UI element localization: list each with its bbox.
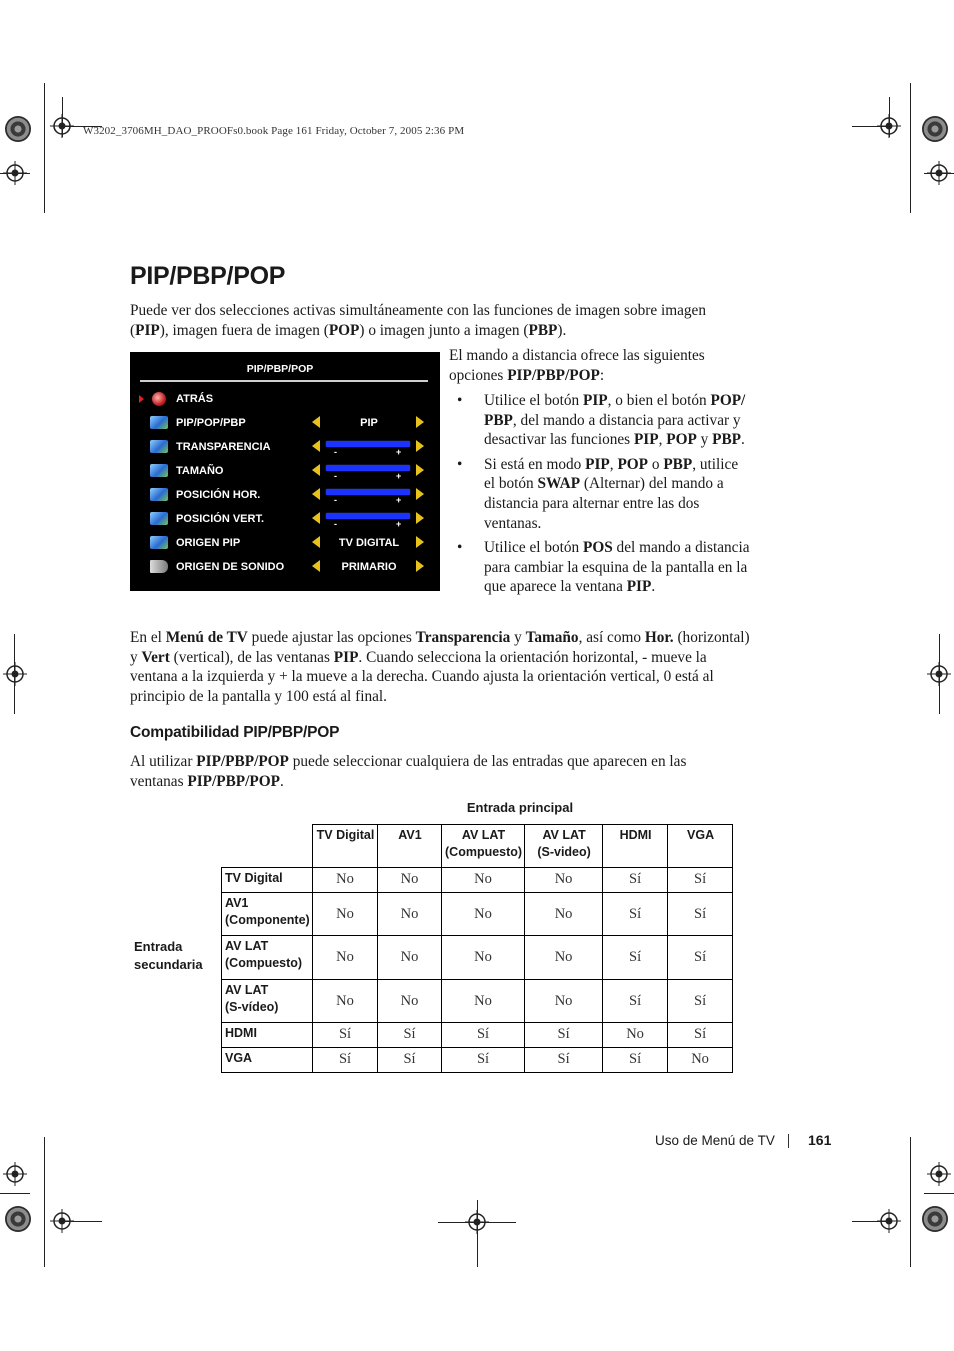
right-arrow-icon xyxy=(416,488,424,500)
crop-line xyxy=(910,83,911,213)
text: AV LAT xyxy=(461,828,506,842)
osd-row-size xyxy=(130,460,440,484)
text: opciones xyxy=(449,366,508,384)
table-cell: Sí xyxy=(313,1023,378,1048)
table-cell: No xyxy=(525,893,603,936)
osd-menu-screenshot xyxy=(130,352,440,591)
list-item xyxy=(449,538,764,597)
registration-mark-icon xyxy=(50,1209,74,1233)
table-cell: Sí xyxy=(378,1023,442,1048)
osd-row-mode xyxy=(130,412,440,436)
keyword: PIP/PBP/POP xyxy=(507,366,600,384)
text: Puede ver dos selecciones activas simultáneamente con las funciones de imagen sobre imagen xyxy=(130,302,706,319)
bullet-icon: • xyxy=(457,539,463,557)
table-cell: Sí xyxy=(603,893,668,936)
table-cell: Sí xyxy=(525,1048,603,1073)
row-header xyxy=(222,980,313,1023)
osd-row-pip-source xyxy=(130,532,440,556)
osd-label: PIP/POP/PBP xyxy=(176,417,246,429)
keyword: Vert xyxy=(141,648,170,666)
osd-plus: + xyxy=(396,519,402,529)
osd-plus: + xyxy=(396,471,402,481)
left-arrow-icon xyxy=(312,416,320,428)
keyword: PBP xyxy=(663,455,693,473)
text: AV1 xyxy=(398,828,422,842)
pip-icon xyxy=(150,416,168,429)
text: ) o imagen junto a imagen ( xyxy=(359,321,529,339)
text: AV LAT xyxy=(225,939,269,953)
keyword: PBP xyxy=(484,411,513,429)
table-cell: No xyxy=(442,980,525,1023)
osd-label: ORIGEN PIP xyxy=(176,537,241,549)
text: ventana a la izquierda y + la mueve a la derecha. Cuando ajusta la orientación vertical, 0 está al xyxy=(130,668,714,686)
table-row xyxy=(222,1023,733,1048)
text: (S-vídeo) xyxy=(225,1000,279,1014)
compat-paragraph xyxy=(130,752,770,791)
text: y xyxy=(510,629,526,646)
keyword: POP xyxy=(666,431,697,449)
text: Si está en modo xyxy=(484,455,586,473)
osd-title: PIP/PBP/POP xyxy=(246,363,314,375)
osd-value: PRIMARIO xyxy=(341,561,397,573)
crop-line xyxy=(44,1137,45,1267)
text: ventanas. xyxy=(484,514,542,532)
remote-paragraph xyxy=(449,346,749,385)
row-header xyxy=(222,868,313,893)
text: , así como xyxy=(578,629,645,646)
left-arrow-icon xyxy=(312,440,320,452)
table-cell: Sí xyxy=(668,1023,733,1048)
table-cell: No xyxy=(378,936,442,980)
text: (Alternar) del mando a xyxy=(580,475,724,493)
list-item xyxy=(449,455,764,533)
right-arrow-icon xyxy=(416,536,424,548)
text: VGA xyxy=(225,1051,253,1065)
text: desactivar las funciones xyxy=(484,431,634,449)
table-cell: No xyxy=(525,980,603,1023)
text: que aparece la ventana xyxy=(484,578,627,596)
section-heading: Compatibilidad PIP/PBP/POP xyxy=(130,724,340,741)
size-icon xyxy=(150,464,168,477)
text: Entrada xyxy=(134,939,183,954)
right-arrow-icon xyxy=(416,464,424,476)
text: para cambiar la esquina de la pantalla en la xyxy=(484,558,748,576)
table-cell: No xyxy=(442,868,525,893)
table-header-row xyxy=(222,825,733,868)
text: Al utilizar xyxy=(130,753,197,770)
crop-line xyxy=(910,1137,911,1267)
text: (Compuesto) xyxy=(445,845,523,859)
keyword: Hor. xyxy=(644,629,674,646)
table-cell: Sí xyxy=(442,1023,525,1048)
text: El mando a distancia ofrece las siguientes xyxy=(449,347,705,364)
table-cell: Sí xyxy=(668,980,733,1023)
text: ). xyxy=(557,321,567,339)
left-arrow-icon xyxy=(312,464,320,476)
table-row xyxy=(222,868,733,893)
registration-mark-icon xyxy=(3,161,27,185)
table-cell: No xyxy=(313,893,378,936)
osd-label: POSICIÓN HOR. xyxy=(176,489,261,501)
table-cell: No xyxy=(378,980,442,1023)
footer-section: Uso de Menú de TV xyxy=(655,1133,775,1148)
keyword: POP/ xyxy=(710,392,746,409)
text: , del mando a distancia para activar y xyxy=(512,411,741,429)
text: y xyxy=(696,431,713,449)
keyword: PBP xyxy=(528,321,558,339)
row-header xyxy=(222,1048,313,1073)
color-target-icon xyxy=(922,1206,948,1232)
table-cell: No xyxy=(442,936,525,980)
text: TV Digital xyxy=(225,871,283,885)
text: HDMI xyxy=(619,828,652,842)
right-arrow-icon xyxy=(416,416,424,428)
table-cell: Sí xyxy=(668,893,733,936)
text: AV LAT xyxy=(225,983,269,997)
proof-header: W3202_3706MH_DAO_PROOFs0.book Page 161 Friday, October 7, 2005 2:36 PM xyxy=(83,125,465,137)
text: o xyxy=(648,455,664,473)
column-header xyxy=(313,825,378,868)
osd-minus: - xyxy=(334,447,337,457)
keyword: PIP xyxy=(585,455,610,473)
keyword: PIP xyxy=(333,648,359,666)
color-target-icon xyxy=(922,116,948,142)
keyword: Menú de TV xyxy=(165,629,248,646)
pip-source-icon xyxy=(150,536,168,549)
vertical-position-icon xyxy=(150,512,168,525)
keyword: PIP/PBP/POP xyxy=(187,772,280,790)
osd-label: TAMAÑO xyxy=(176,465,224,477)
transparency-icon xyxy=(150,440,168,453)
registration-mark-icon xyxy=(465,1210,489,1234)
table-corner xyxy=(222,825,313,868)
footer-divider xyxy=(788,1134,789,1148)
text: , xyxy=(658,431,667,449)
keyword: PIP xyxy=(135,321,160,339)
text: secundaria xyxy=(134,957,203,972)
table-cell: No xyxy=(525,868,603,893)
osd-plus: + xyxy=(396,447,402,457)
page-number: 161 xyxy=(808,1132,832,1148)
table-caption: Entrada principal xyxy=(466,800,574,815)
registration-mark-icon xyxy=(877,114,901,138)
color-target-icon xyxy=(5,1206,31,1232)
column-header xyxy=(668,825,733,868)
compatibility-table xyxy=(221,824,733,1073)
keyword: SWAP xyxy=(537,475,581,493)
row-header xyxy=(222,1023,313,1048)
table-cell: Sí xyxy=(668,936,733,980)
selection-arrow-icon xyxy=(139,395,144,403)
right-arrow-icon xyxy=(416,560,424,572)
keyword: POP xyxy=(328,321,360,339)
registration-mark-icon xyxy=(3,662,27,686)
text: ventanas xyxy=(130,772,188,790)
left-arrow-icon xyxy=(312,512,320,524)
horizontal-position-icon xyxy=(150,488,168,501)
bullet-icon: • xyxy=(457,392,463,409)
table-cell: Sí xyxy=(525,1023,603,1048)
table-row xyxy=(222,936,733,980)
table-cell: No xyxy=(313,868,378,893)
table-cell: Sí xyxy=(603,980,668,1023)
text: (Compuesto) xyxy=(225,956,303,970)
table-cell: Sí xyxy=(378,1048,442,1073)
text: , o bien el botón xyxy=(607,392,711,409)
menu-paragraph xyxy=(130,628,770,706)
list-item xyxy=(449,391,764,450)
text: Utilice el botón xyxy=(484,392,583,409)
table-cell: No xyxy=(603,1023,668,1048)
keyword: PBP xyxy=(712,431,742,449)
keyword: POP xyxy=(617,455,649,473)
registration-mark-icon xyxy=(927,662,951,686)
column-header xyxy=(442,825,525,868)
text: puede seleccionar cualquiera de las entradas que aparecen en las xyxy=(288,753,687,770)
table-cell: No xyxy=(668,1048,733,1073)
crop-line xyxy=(44,83,45,213)
registration-mark-icon xyxy=(50,114,74,138)
table-cell: No xyxy=(378,868,442,893)
text: (Componente) xyxy=(225,913,310,927)
column-header xyxy=(603,825,668,868)
osd-label: ATRÁS xyxy=(176,393,214,405)
table-row xyxy=(222,893,733,936)
table-side-label xyxy=(134,938,203,974)
text: . xyxy=(651,578,656,596)
osd-label: POSICIÓN VERT. xyxy=(176,513,265,525)
left-arrow-icon xyxy=(312,488,320,500)
text: AV LAT xyxy=(542,828,586,842)
osd-row-transparency xyxy=(130,436,440,460)
text: (S-video) xyxy=(537,845,591,859)
right-arrow-icon xyxy=(416,440,424,452)
table-row xyxy=(222,1048,733,1073)
text: . xyxy=(279,772,284,790)
text: : xyxy=(599,366,605,384)
table-cell: No xyxy=(442,893,525,936)
text: . Cuando selecciona la orientación horizontal, - mueve la xyxy=(358,648,707,666)
text: En el xyxy=(130,629,166,646)
osd-label: TRANSPARENCIA xyxy=(176,441,271,453)
column-header xyxy=(525,825,603,868)
bullet-icon: • xyxy=(457,455,463,473)
table-cell: Sí xyxy=(603,1048,668,1073)
color-target-icon xyxy=(5,116,31,142)
registration-mark-icon xyxy=(927,1162,951,1186)
keyword: Transparencia xyxy=(415,629,511,646)
text: distancia para alternar entre las dos xyxy=(484,494,700,512)
table-cell: Sí xyxy=(603,936,668,980)
text: y xyxy=(130,648,142,666)
bullet-list xyxy=(449,391,764,597)
text: el botón xyxy=(484,475,538,493)
text: principio de la pantalla y 100 está al final. xyxy=(130,687,387,705)
page-title: PIP/PBP/POP xyxy=(130,262,286,290)
back-icon xyxy=(152,392,166,406)
right-arrow-icon xyxy=(416,512,424,524)
osd-minus: - xyxy=(334,471,337,481)
text: (vertical), de las ventanas xyxy=(169,648,334,666)
speaker-icon xyxy=(150,560,168,573)
text: HDMI xyxy=(225,1026,257,1040)
crop-line xyxy=(0,1193,30,1194)
table-cell: No xyxy=(378,893,442,936)
keyword: PIP xyxy=(626,578,652,596)
osd-minus: - xyxy=(334,495,337,505)
text: Utilice el botón xyxy=(484,539,583,557)
text: ( xyxy=(130,321,136,339)
table-row xyxy=(222,980,733,1023)
text: ), imagen fuera de imagen ( xyxy=(159,321,329,339)
keyword: PIP xyxy=(582,392,608,409)
osd-value: TV DIGITAL xyxy=(338,537,400,549)
text: . xyxy=(741,431,745,449)
keyword: PIP xyxy=(633,431,659,449)
osd-value: PIP xyxy=(360,417,378,429)
keyword: POS xyxy=(582,539,613,557)
column-header xyxy=(378,825,442,868)
text: (horizontal) xyxy=(673,629,750,646)
keyword: Tamaño xyxy=(525,629,579,646)
text: del mando a distancia xyxy=(612,539,750,557)
osd-divider xyxy=(140,380,428,382)
row-header xyxy=(222,893,313,936)
text: , xyxy=(609,455,618,473)
table-cell: No xyxy=(525,936,603,980)
osd-row-atras xyxy=(130,388,440,412)
text: VGA xyxy=(687,828,715,842)
keyword: PIP/PBP/POP xyxy=(196,753,289,770)
left-arrow-icon xyxy=(312,560,320,572)
text: puede ajustar las opciones xyxy=(247,629,416,646)
table-cell: No xyxy=(313,936,378,980)
crop-line xyxy=(924,1193,954,1194)
table-cell: Sí xyxy=(603,868,668,893)
osd-row-vpos xyxy=(130,508,440,532)
registration-mark-icon xyxy=(877,1209,901,1233)
registration-mark-icon xyxy=(3,1162,27,1186)
osd-row-sound-source xyxy=(130,556,440,580)
text: , utilice xyxy=(692,455,739,473)
row-header xyxy=(222,936,313,980)
table-cell: Sí xyxy=(442,1048,525,1073)
table-cell: Sí xyxy=(668,868,733,893)
osd-row-hpos xyxy=(130,484,440,508)
registration-mark-icon xyxy=(927,161,951,185)
text: TV Digital xyxy=(316,828,375,842)
osd-plus: + xyxy=(396,495,402,505)
intro-paragraph xyxy=(130,301,770,340)
osd-label: ORIGEN DE SONIDO xyxy=(176,561,285,573)
osd-minus: - xyxy=(334,519,337,529)
table-cell: No xyxy=(313,980,378,1023)
left-arrow-icon xyxy=(312,536,320,548)
table-cell: Sí xyxy=(313,1048,378,1073)
text: AV1 xyxy=(225,896,249,910)
